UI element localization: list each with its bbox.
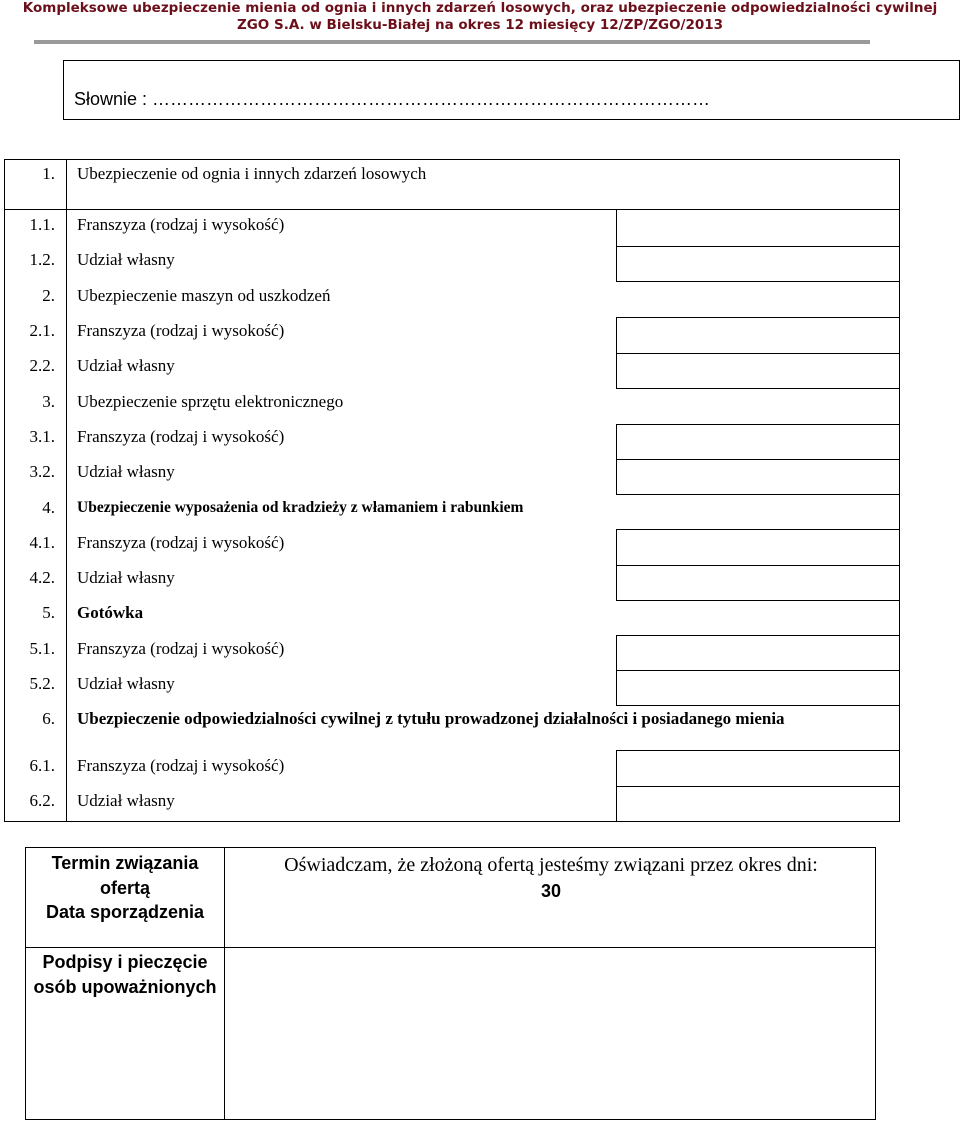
declaration-text [236, 852, 866, 904]
item-label: Ubezpieczenie wyposażenia od kradzieży z włamaniem i rabunkiem [77, 499, 524, 516]
item-number: 2.2. [29, 356, 55, 375]
row-divider [616, 786, 899, 787]
input-box-divider [616, 209, 617, 281]
item-number: 6.2. [29, 791, 55, 810]
row-divider [616, 670, 899, 671]
input-box-divider [616, 424, 617, 494]
item-number: 5.1. [29, 639, 55, 658]
row-divider [616, 246, 899, 247]
row-divider [616, 705, 899, 706]
signature-row-divider [26, 947, 875, 948]
item-label: Udział własny [77, 356, 175, 375]
item-number: 3. [42, 392, 55, 411]
row-divider [616, 529, 899, 530]
item-label: Ubezpieczenie od ognia i innych zdarzeń losowych [77, 164, 427, 183]
input-box-divider [616, 317, 617, 388]
declaration-sentence: Oświadczam, że złożoną ofertą jesteśmy związani przez okres dni: [284, 854, 818, 876]
input-box-divider [616, 750, 617, 821]
item-label: Franszyza (rodzaj i wysokość) [77, 427, 285, 446]
item-label: Udział własny [77, 568, 175, 587]
row-divider [616, 459, 899, 460]
amount-in-words-box[interactable] [63, 60, 960, 120]
amount-in-words-label: Słownie : ………………………………………………………………………………… [74, 89, 711, 109]
number-column-divider [66, 160, 67, 821]
item-label: Udział własny [77, 674, 175, 693]
item-label: Franszyza (rodzaj i wysokość) [77, 215, 285, 234]
row-divider [616, 600, 899, 601]
signature-column-divider [224, 848, 225, 1119]
item-number: 4.1. [29, 533, 55, 552]
item-number: 3.1. [29, 427, 55, 446]
item-number: 5.2. [29, 674, 55, 693]
item-label: Franszyza (rodzaj i wysokość) [77, 756, 285, 775]
row-divider [616, 565, 899, 566]
item-number: 1.1. [29, 215, 55, 234]
item-label: Ubezpieczenie sprzętu elektronicznego [77, 392, 344, 411]
row-divider [616, 353, 899, 354]
item-label: Franszyza (rodzaj i wysokość) [77, 639, 285, 658]
header-line-1: Kompleksowe ubezpieczenie mienia od ognia i innych zdarzeń losowych, oraz ubezpieczenie odpowiedzialności cywilnej [22, 0, 938, 16]
row-divider [616, 317, 899, 318]
item-label: Franszyza (rodzaj i wysokość) [77, 533, 285, 552]
item-number: 2. [42, 286, 55, 305]
item-number: 2.1. [29, 321, 55, 340]
offer-validity-label: Termin związania ofertą [51, 853, 199, 898]
row-divider [616, 424, 899, 425]
row-divider [616, 281, 899, 282]
item-number: 5. [42, 603, 55, 622]
input-box-divider [616, 635, 617, 705]
validity-days-value: 30 [540, 881, 562, 901]
row-divider [5, 209, 899, 210]
item-label: Udział własny [77, 250, 175, 269]
header-line-2: ZGO S.A. w Bielsku-Białej na okres 12 miesięcy 12/ZP/ZGO/2013 [236, 17, 724, 33]
item-number: 3.2. [29, 462, 55, 481]
item-number: 1.2. [29, 250, 55, 269]
item-label: Franszyza (rodzaj i wysokość) [77, 321, 285, 340]
row-divider [616, 750, 899, 751]
document-header [0, 0, 960, 34]
input-box-divider [616, 529, 617, 600]
insurance-items-table [4, 159, 900, 822]
item-label: Gotówka [77, 603, 144, 622]
item-number: 6. [42, 709, 55, 728]
item-number: 6.1. [29, 756, 55, 775]
item-label: Ubezpieczenie odpowiedzialności cywilnej z tytułu prowadzonej działalności i posiadanego mienia [77, 709, 785, 728]
row-divider [616, 635, 899, 636]
row-divider [616, 494, 899, 495]
item-label: Udział własny [77, 462, 175, 481]
signature-table [25, 847, 876, 1120]
item-number: 4. [42, 498, 55, 517]
item-number: 1. [42, 164, 55, 183]
signatures-label: Podpisy i pieczęcie osób upoważnionych [33, 952, 217, 997]
row-divider [616, 388, 899, 389]
item-label: Ubezpieczenie maszyn od uszkodzeń [77, 286, 331, 305]
item-label: Udział własny [77, 791, 175, 810]
date-label: Data sporządzenia [45, 902, 205, 922]
item-number: 4.2. [29, 568, 55, 587]
header-rule [34, 40, 870, 44]
